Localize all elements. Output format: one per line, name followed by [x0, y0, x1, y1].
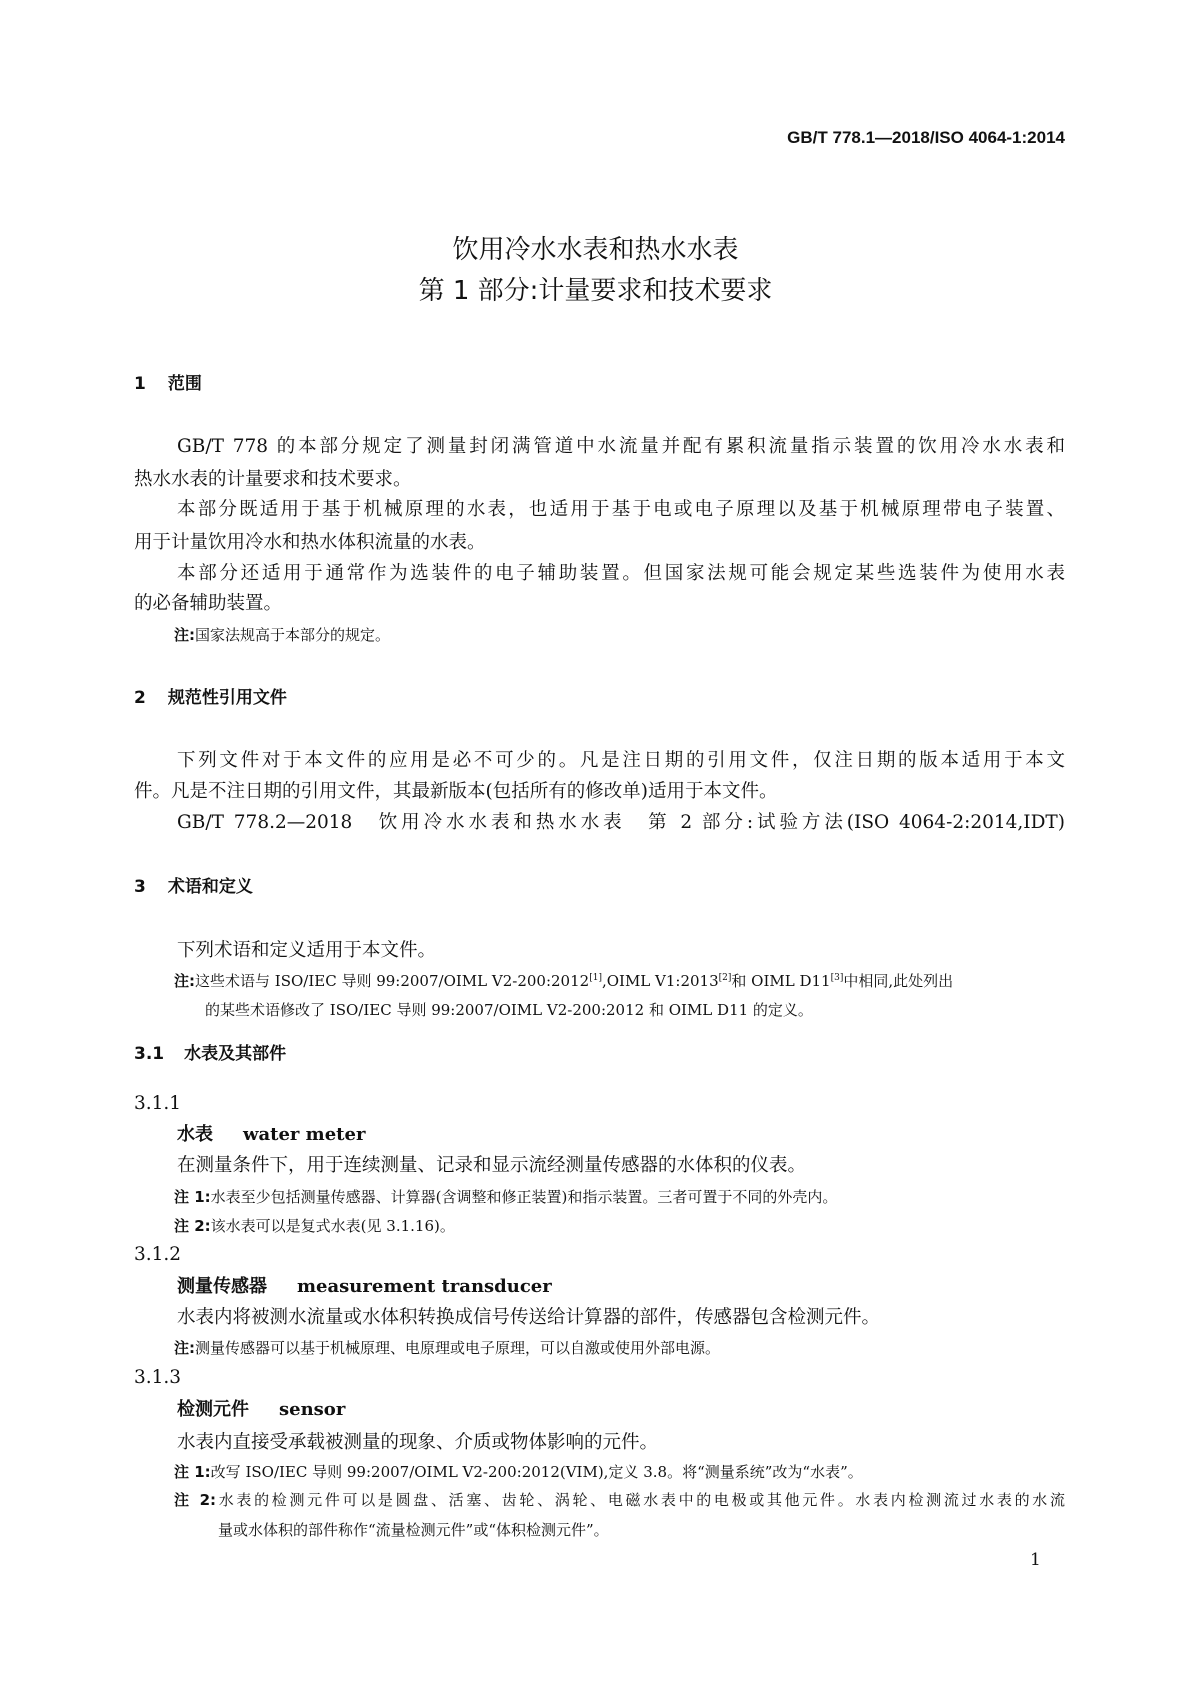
note: 注:测量传感器可以基于机械原理、电原理或电子原理，可以自激或使用外部电源。 [174, 1339, 721, 1357]
paragraph: 件。凡是不注日期的引用文件，其最新版本(包括所有的修改单)适用于本文件。 [134, 781, 778, 802]
document-header: GB/T 778.1—2018/ISO 4064-1:2014 [787, 128, 1065, 147]
paragraph: 下列文件对于本文件的应用是必不可少的。凡是注日期的引用文件，仅注日期的版本适用于本文 [177, 750, 1065, 771]
note-continuation: 量或水体积的部件称作“流量检测元件”或“体积检测元件”。 [218, 1521, 609, 1539]
paragraph: 的必备辅助装置。 [134, 593, 283, 614]
note: 注 1:水表至少包括测量传感器、计算器(含调整和修正装置)和指示装置。三者可置于不同的外壳内。 [174, 1188, 838, 1206]
term-heading: 检测元件 sensor [177, 1399, 346, 1420]
section-1-heading [134, 376, 202, 393]
note-continuation: 的某些术语修改了 ISO/IEC 导则 99:2007/OIML V2-200:2012 和 OIML D11 的定义。 [205, 1001, 813, 1019]
term-heading: 测量传感器 measurement transducer [177, 1276, 552, 1297]
title-line-2: 第 1 部分:计量要求和技术要求 [418, 276, 773, 306]
term-number: 3.1.3 [134, 1367, 182, 1388]
title-line-1: 饮用冷水水表和热水水表 [452, 235, 739, 265]
paragraph: 下列术语和定义适用于本文件。 [177, 940, 437, 961]
term-number: 3.1.1 [134, 1093, 182, 1114]
paragraph: 热水水表的计量要求和技术要求。 [134, 469, 412, 490]
note: 注 2:该水表可以是复式水表(见 3.1.16)。 [174, 1217, 455, 1235]
paragraph: 本部分既适用于基于机械原理的水表，也适用于基于电或电子原理以及基于机械原理带电子装置、 [177, 499, 1065, 520]
term-heading: 水表 water meter [177, 1124, 366, 1145]
section-2-heading: 2 规范性引用文件 [134, 688, 287, 708]
note: 注:国家法规高于本部分的规定。 [174, 626, 391, 644]
note: 注:这些术语与 ISO/IEC 导则 99:2007/OIML V2-200:2012[1],OIML V1:2013[2]和 OIML D11[3]中相同,此处列出 [174, 972, 954, 990]
normative-reference: GB/T 778.2—2018 饮用冷水水表和热水水表 第 2 部分:试验方法(ISO 4064-2:2014,IDT) [177, 812, 1065, 833]
section-title: 范围 [167, 374, 202, 394]
page-number: 1 [1030, 1550, 1041, 1570]
note: 注 1:改写 ISO/IEC 导则 99:2007/OIML V2-200:2012(VIM),定义 3.8。将“测量系统”改为“水表”。 [174, 1463, 863, 1481]
section-3-heading: 3 术语和定义 [134, 877, 253, 897]
paragraph: 本部分还适用于通常作为选装件的电子辅助装置。但国家法规可能会规定某些选装件为使用水表 [177, 563, 1065, 584]
paragraph: GB/T 778 的本部分规定了测量封闭满管道中水流量并配有累积流量指示装置的饮用冷水水表和 [177, 436, 1065, 457]
section-number: 1 [134, 374, 146, 394]
term-definition: 水表内直接受承载被测量的现象、介质或物体影响的元件。 [177, 1432, 659, 1453]
citation-ref: [3] [830, 973, 844, 983]
subsection-3-1-heading: 3.1 水表及其部件 [134, 1044, 287, 1064]
term-number: 3.1.2 [134, 1244, 182, 1265]
citation-ref: [2] [718, 973, 732, 983]
note: 注 2:水表的检测元件可以是圆盘、活塞、齿轮、涡轮、电磁水表中的电极或其他元件。水表内检测流过水表的水流 [174, 1491, 1065, 1509]
paragraph: 用于计量饮用冷水和热水体积流量的水表。 [134, 532, 486, 553]
citation-ref: [1] [589, 973, 602, 983]
term-definition: 水表内将被测水流量或水体积转换成信号传送给计算器的部件，传感器包含检测元件。 [177, 1307, 881, 1328]
term-definition: 在测量条件下，用于连续测量、记录和显示流经测量传感器的水体积的仪表。 [177, 1155, 807, 1176]
